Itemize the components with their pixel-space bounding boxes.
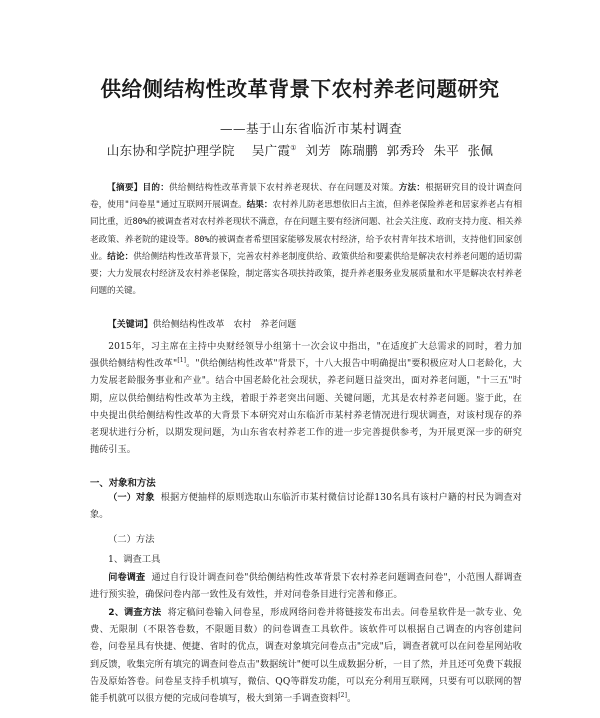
- result-text: 农村养儿防老思想依旧占主流，但养老保险养老和居家养老占有相同比重，近80%的被调查者对农村养老现状不满意，存在问题主要有经济问题、社会关注度、政府支持力度、相关养老政策、养老院的建设等。80%的被调查者希望国家能够发展农村经济，给予农村青年技术培训，支持他们回家创业。: [90, 200, 522, 262]
- author-affiliation: 山东协和学院护理学院: [106, 143, 235, 158]
- citation-ref: [2]: [338, 691, 348, 699]
- author-name: 陈瑞鹏: [339, 143, 378, 158]
- questionnaire-text: 通过自行设计调查问卷"供给侧结构性改革背景下农村养老问题调查问卷"，小范围人群调查进行预实验，确保问卷内部一致性及有效性，并对问卷条目进行完善和修正。: [90, 573, 523, 601]
- object-paragraph: [90, 490, 522, 524]
- conclusion-label: 结论：: [107, 251, 134, 262]
- author-name: 吴广霞: [251, 143, 291, 158]
- article-subtitle: ——基于山东省临沂市某村调查: [220, 121, 403, 136]
- tools-subheading: 1、调查工具: [108, 554, 161, 565]
- survey-label: 2、调查方法: [108, 608, 162, 618]
- methods-subheading: （二）方法: [108, 534, 155, 545]
- article-title: 供给侧结构性改革背景下农村养老问题研究: [100, 77, 500, 101]
- survey-end: 。: [347, 694, 357, 705]
- author-name: 郭秀玲: [386, 143, 425, 158]
- abstract-label: 【摘要】: [107, 183, 143, 193]
- author-name: 刘芳: [305, 143, 332, 158]
- object-label: （一）对象: [108, 493, 155, 503]
- author-name: 张佩: [467, 143, 494, 158]
- survey-text: 将定稿问卷输入问卷星，形成网络问卷并将链接发布出去。问卷星软件是一款专业、免费、无限制（不限答卷数，不限题目数）的问卷调查工具软件。该软件可以根据自己调查的内容创建问卷，问卷星具有快捷、便捷、省时的优点，调查对象填完问卷点击"完成"后，调查者就可以在问卷星网站收到反馈，收集完所有填完的调查问卷点击"数据统计"便可以生成数据分析，一目了然，并且还可免费下载报告及原始答卷。问卷星支持手机填写，微信、QQ等群发功能，可以充分利用互联网，只要有可以联网的智能手机就可以很方便的完成问卷填写，极大到第一手调查资料: [90, 608, 522, 705]
- object-text: 根据方便抽样的原则选取山东临沂市某村微信讨论群130名具有该村户籍的村民为调查对象。: [90, 493, 522, 521]
- result-label: 结果：: [246, 200, 273, 211]
- section-heading: 一、对象和方法: [90, 478, 156, 489]
- author-footnote-mark: ①: [290, 143, 297, 152]
- abstract: [90, 180, 522, 300]
- purpose-label: 目的：: [142, 183, 170, 193]
- method-text: 根据研究目的设计调查问卷，使用"问卷星"通过互联网开展调查。: [90, 183, 523, 211]
- keywords-items: 供给侧结构性改革 农村 养老问题: [152, 320, 297, 330]
- citation-ref: [1]: [177, 357, 187, 365]
- author-name: 朱平: [433, 143, 460, 158]
- author-line: [0, 141, 600, 159]
- intro-text-1: 2015年，习主席在主持中央财经领导小组第十一次会议中指出，"在适度扩大总需求的同时，着力加强供给侧结构性改革": [90, 342, 522, 370]
- intro-paragraph: [90, 339, 522, 459]
- survey-paragraph: [90, 605, 522, 708]
- questionnaire-paragraph: [90, 570, 522, 604]
- questionnaire-label: 问卷调查: [108, 573, 146, 583]
- keywords-label: 【关键词】: [107, 320, 153, 330]
- intro-text-2: 。"供给侧结构性改革"背景下，十八大报告中明确提出"要积极应对人口老龄化，大力发展老龄服务事业和产业"。结合中国老龄化社会现状，养老问题日益突出，面对养老问题，"十三五"时期，应以供给侧结构性改革为主线，着眼于养老突出问题、关键问题，尤其是农村养老问题。鉴于此，在中央提出供给侧结构性改革的大背景下本研究对山东临沂市某村养老情况进行现状调查，对该村现存的养老现状进行分析，以期发现问题，为山东省农村养老工作的进一步完善提供参考，为开展更深一步的研究抛砖引玉。: [90, 359, 522, 456]
- conclusion-text: 供给侧结构性改革背景下，完善农村养老制度供给、政策供给和要素供给是解决农村养老问题的适切需要；大力发展农村经济及农村养老保险，制定落实各项扶持政策，提升养老服务业发展质量和水平是解决农村养老问题的关键。: [90, 251, 522, 297]
- method-label: 方法：: [398, 183, 426, 193]
- keywords: [90, 317, 522, 334]
- purpose-text: 供给侧结构性改革背景下农村养老现状、存在问题及对策。: [169, 183, 399, 193]
